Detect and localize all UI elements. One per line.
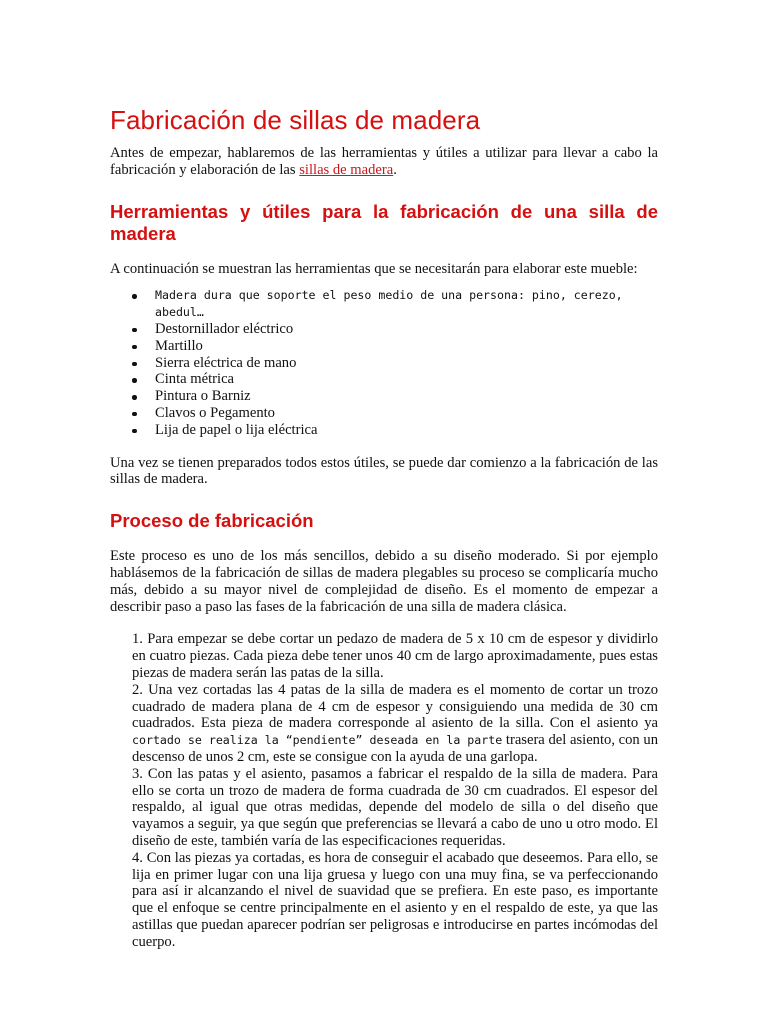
list-item: 2. Una vez cortadas las 4 patas de la silla de madera es el momento de cortar un trozo cuadrado de madera plana de 4 cm de espesor y consiguiendo una medida de 30 cm cuadrados. Esta pieza de madera corresponde al asiento de la silla. Con el asiento ya cortado se realiza la “pendiente” deseada en la parte trasera del asiento, con un descenso de unos 2 cm, este se consigue con la ayuda de una garlopa. <box>132 681 658 765</box>
tools-heading: Herramientas y útiles para la fabricación de una silla de madera <box>110 200 658 244</box>
document-page <box>110 104 658 950</box>
list-item: Lija de papel o lija eléctrica <box>110 422 658 439</box>
list-item: Martillo <box>110 338 658 355</box>
sillas-de-madera-link[interactable]: sillas de madera <box>299 161 394 178</box>
list-item: Cinta métrica <box>110 371 658 388</box>
tools-list <box>110 287 658 438</box>
intro-paragraph <box>110 145 658 179</box>
steps-list <box>110 631 658 950</box>
process-intro: Este proceso es uno de los más sencillos, debido a su diseño moderado. Si por ejemplo hablásemos de la fabricación de sillas de madera plegables su proceso se complicaría mucho más, debido a su mayor nivel de complejidad de diseño. Es el momento de empezar a describir paso a paso las fases de la fabricación de una silla de madera clásica. <box>110 548 658 615</box>
list-item: Clavos o Pegamento <box>110 405 658 422</box>
list-item: Madera dura que soporte el peso medio de una persona: pino, cerezo, abedul… <box>110 287 658 321</box>
list-item: 3. Con las patas y el asiento, pasamos a fabricar el respaldo de la silla de madera. Para ello se corta un trozo de madera de forma cuadrada de 30 cm cuadrados. El espesor del respaldo, al igual que otras medidas, depende del modelo de silla o del diseño que vayamos a seguir, ya que según que preferencias se llevará a cabo de uno u otro modo. El diseño de este, también varía de las especificaciones requeridas. <box>132 765 658 849</box>
list-item: Pintura o Barniz <box>110 388 658 405</box>
intro-end: . <box>393 161 397 178</box>
list-item: Sierra eléctrica de mano <box>110 355 658 372</box>
page-title: Fabricación de sillas de madera <box>110 105 481 135</box>
intro-text: Antes de empezar, hablaremos de las herramientas y útiles a utilizar para llevar a cabo la fabricación y elaboración de las <box>110 145 658 178</box>
process-heading: Proceso de fabricación <box>110 510 314 532</box>
tools-outro: Una vez se tienen preparados todos estos útiles, se puede dar comienzo a la fabricación de las sillas de madera. <box>110 454 658 488</box>
list-item: Destornillador eléctrico <box>110 321 658 338</box>
list-item: 1. Para empezar se debe cortar un pedazo de madera de 5 x 10 cm de espesor y dividirlo en cuatro piezas. Cada pieza debe tener unos 40 cm de largo aproximadamente, pues estas piezas de madera serán las patas de la silla. <box>132 631 658 681</box>
list-item: 4. Con las piezas ya cortadas, es hora de conseguir el acabado que deseemos. Para ello, se lija en primer lugar con una lija gruesa y luego con una muy fina, se va perfeccionando para así ir alcanzando el nivel de suavidad que se prefiera. En este paso, es importante que el enfoque se centre principalmente en el asiento y en el respaldo de este, ya que las astillas que puedan aparecer podrían ser peligrosas e introducirse en partes incómodas del cuerpo. <box>132 849 658 950</box>
tools-intro: A continuación se muestran las herramientas que se necesitarán para elaborar este mueble: <box>110 260 638 277</box>
